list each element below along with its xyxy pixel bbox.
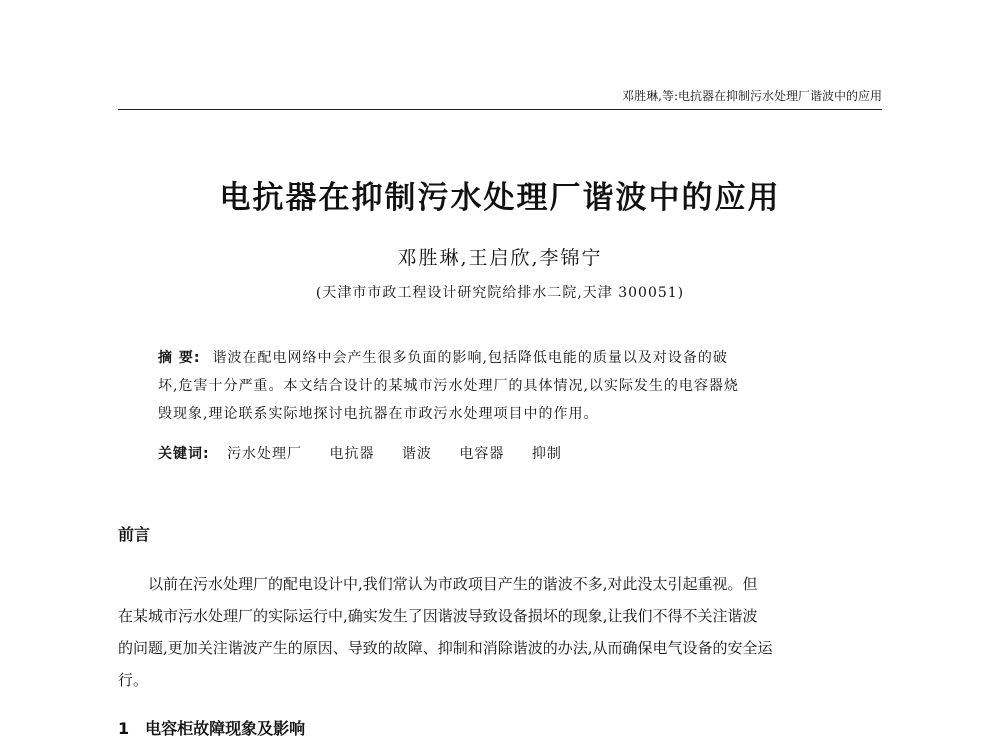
keyword: 电抗器 <box>329 446 375 462</box>
keyword: 电容器 <box>459 446 505 462</box>
paragraph-line: 在某城市污水处理厂的实际运行中,确实发生了因谐波导致设备损坏的现象,让我们不得不关注谐波 <box>118 607 758 625</box>
author-affiliation: (天津市市政工程设计研究院给排水二院,天津 300051) <box>315 285 685 301</box>
keywords-label: 关键词: <box>158 446 210 462</box>
paper-title: 电抗器在抑制污水处理厂谐波中的应用 <box>219 180 781 216</box>
paragraph-line: 的问题,更加关注谐波产生的原因、导致的故障、抑制和消除谐波的办法,从而确保电气设备的安全运 <box>118 639 773 657</box>
abstract-line: 毁现象,理论联系实际地探讨电抗器在市政污水处理项目中的作用。 <box>158 406 599 422</box>
running-header: 邓胜琳,等:电抗器在抑制污水处理厂谐波中的应用 <box>622 89 882 103</box>
abstract-label: 摘 要: <box>158 350 201 366</box>
abstract-block <box>158 344 878 428</box>
paragraph-line: 以前在污水处理厂的配电设计中,我们常认为市政项目产生的谐波不多,对此没太引起重视。但 <box>148 575 758 593</box>
keyword: 抑制 <box>531 446 562 462</box>
header-rule <box>118 109 882 110</box>
paragraph-line: 行。 <box>118 671 149 689</box>
keywords-block <box>158 440 584 468</box>
section-title: 电容柜故障现象及影响 <box>145 719 306 738</box>
section-heading-preface: 前言 <box>118 525 151 544</box>
author-list: 邓胜琳,王启欣,李锦宁 <box>397 247 603 269</box>
section-number: 1 <box>118 719 130 738</box>
keyword: 污水处理厂 <box>227 446 303 462</box>
preface-paragraph <box>118 568 884 696</box>
abstract-line: 坏,危害十分严重。本文结合设计的某城市污水处理厂的具体情况,以实际发生的电容器烧 <box>158 378 739 394</box>
abstract-text: 谐波在配电网络中会产生很多负面的影响,包括降低电能的质量以及对设备的破 <box>212 350 728 366</box>
section-heading-1 <box>118 718 305 740</box>
abstract-line <box>158 344 878 372</box>
keyword: 谐波 <box>401 446 432 462</box>
